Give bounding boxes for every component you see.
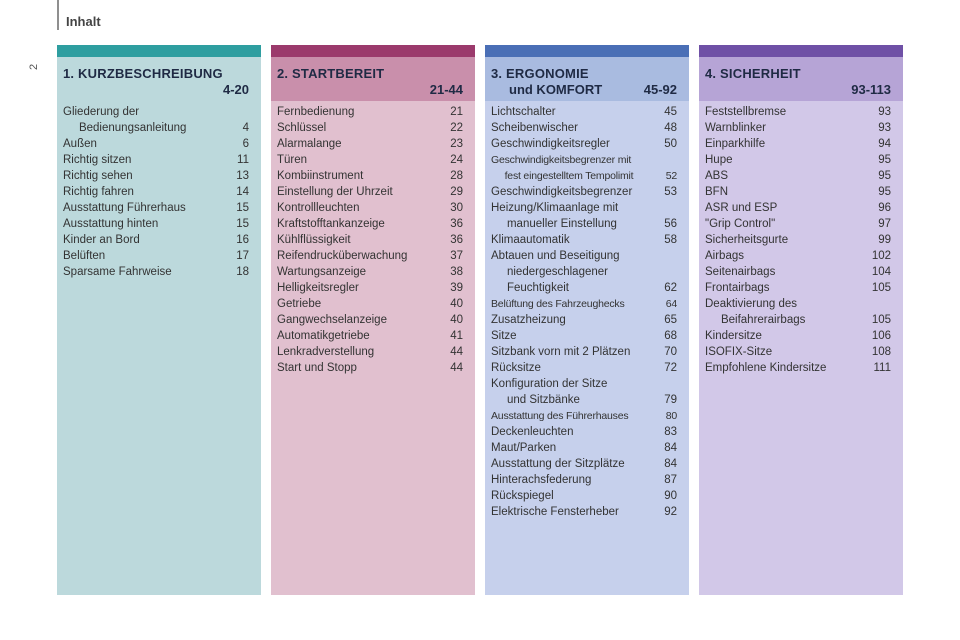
toc-entry-page: 64 [665, 298, 677, 310]
toc-entry-title: Wartungsanzeige [277, 266, 367, 278]
toc-entry-page: 95 [878, 170, 891, 182]
toc-entry[interactable] [491, 408, 677, 424]
section-body [271, 101, 475, 595]
toc-entry[interactable] [491, 120, 677, 136]
section-title: 1. KURZBESCHREIBUNG [63, 66, 223, 81]
toc-entry-page: 37 [450, 250, 463, 262]
toc-entry-page: 15 [236, 202, 249, 214]
toc-entry-title: Kontrollleuchten [277, 202, 360, 214]
toc-entry[interactable] [491, 424, 677, 440]
toc-entry-title: Hupe [705, 154, 733, 166]
toc-entry-page: 52 [665, 170, 677, 182]
section-page-range: 21-44 [429, 82, 463, 97]
toc-entry-title: Einparkhilfe [705, 138, 766, 150]
toc-entry[interactable] [491, 184, 677, 200]
toc-entry[interactable] [277, 184, 463, 200]
toc-entry-page: 87 [664, 474, 677, 486]
toc-entry[interactable] [491, 440, 677, 456]
toc-entry-title: Geschwindigkeitsregler [491, 138, 610, 150]
toc-entry-title: Deckenleuchten [491, 426, 574, 438]
toc-entry-title: Rückspiegel [491, 490, 554, 502]
toc-entry[interactable] [705, 248, 891, 264]
section-page-range: 93-113 [851, 82, 891, 97]
page-number: 2 [28, 63, 40, 70]
toc-entry[interactable] [705, 232, 891, 248]
toc-entry-title: Geschwindigkeitsbegrenzer mit [491, 154, 632, 166]
toc-entry[interactable] [277, 344, 463, 360]
toc-entry[interactable] [63, 168, 249, 184]
section-color-bar [485, 45, 689, 57]
toc-entry-page: 95 [878, 154, 891, 166]
toc-entry-title: Maut/Parken [491, 442, 557, 454]
toc-entry-title: Richtig sehen [63, 170, 133, 182]
toc-entry-title: Richtig fahren [63, 186, 134, 198]
toc-entry-title: Gliederung der [63, 106, 140, 118]
toc-entry-title: Sparsame Fahrweise [63, 266, 172, 278]
toc-entry[interactable] [491, 168, 677, 184]
toc-entry-title: Gangwechselanzeige [277, 314, 387, 326]
toc-entry[interactable] [491, 312, 677, 328]
toc-entry[interactable] [277, 248, 463, 264]
toc-entry [491, 200, 677, 216]
section-startbereit [271, 45, 475, 595]
toc-entry[interactable] [491, 328, 677, 344]
toc-entry[interactable] [491, 456, 677, 472]
toc-entry[interactable] [705, 104, 891, 120]
toc-entry-title: Schlüssel [277, 122, 327, 134]
toc-entry-title: Feststellbremse [705, 106, 787, 118]
toc-entry[interactable] [705, 152, 891, 168]
toc-entry-title: Belüften [63, 250, 106, 262]
toc-entry-title: Feuchtigkeit [491, 282, 569, 294]
section-body [699, 101, 903, 595]
page-title: Inhalt [66, 14, 101, 29]
toc-entry[interactable] [705, 360, 891, 376]
toc-entry-title: ABS [705, 170, 729, 182]
toc-entry[interactable] [491, 136, 677, 152]
toc-entry-title: Hinterachsfederung [491, 474, 592, 486]
toc-entry[interactable] [705, 120, 891, 136]
toc-entry-title: ISOFIX-Sitze [705, 346, 773, 358]
toc-entry[interactable] [705, 328, 891, 344]
toc-entry[interactable] [491, 344, 677, 360]
toc-entry-title: Alarmalange [277, 138, 342, 150]
toc-entry-page: 90 [664, 490, 677, 502]
toc-entry-page: 16 [236, 234, 249, 246]
toc-entry[interactable] [63, 184, 249, 200]
section-header[interactable] [57, 57, 261, 101]
toc-entry-page: 44 [450, 362, 463, 374]
toc-entry[interactable] [277, 136, 463, 152]
section-title: 3. ERGONOMIE [491, 66, 589, 81]
toc-entry[interactable] [277, 200, 463, 216]
section-page-range: 45-92 [643, 82, 677, 97]
toc-entry-title: Lichtschalter [491, 106, 556, 118]
toc-list [271, 101, 475, 376]
toc-entry-page: 38 [450, 266, 463, 278]
toc-entry[interactable] [491, 472, 677, 488]
toc-entry[interactable] [277, 312, 463, 328]
toc-entry-page: 84 [664, 442, 677, 454]
section-title: 4. SICHERHEIT [705, 66, 801, 81]
toc-entry[interactable] [63, 136, 249, 152]
toc-entry-page: 105 [871, 314, 891, 326]
section-color-bar [699, 45, 903, 57]
toc-entry-title: ASR und ESP [705, 202, 778, 214]
toc-entry-title: Ausstattung Führerhaus [63, 202, 186, 214]
toc-entry-title: Frontairbags [705, 282, 770, 294]
toc-entry-page: 14 [236, 186, 249, 198]
toc-entry[interactable] [63, 216, 249, 232]
toc-entry-title: Airbags [705, 250, 744, 262]
toc-entry[interactable] [705, 216, 891, 232]
toc-entry-title: Automatikgetriebe [277, 330, 370, 342]
toc-entry[interactable] [705, 200, 891, 216]
toc-entry-title: Rücksitze [491, 362, 541, 374]
toc-entry[interactable] [277, 360, 463, 376]
toc-entry-title: Helligkeitsregler [277, 282, 359, 294]
section-header[interactable] [485, 57, 689, 101]
toc-entry-title: Kindersitze [705, 330, 762, 342]
toc-entry-title: Heizung/Klimaanlage mit [491, 202, 619, 214]
toc-entry-page: 6 [242, 138, 249, 150]
toc-list [699, 101, 903, 376]
toc-entry [491, 248, 677, 264]
section-body [57, 101, 261, 595]
toc-entry-page: 23 [450, 138, 463, 150]
toc-entry-page: 11 [237, 154, 249, 166]
toc-entry-title: Kombiinstrument [277, 170, 364, 182]
toc-entry-title: Sicherheitsgurte [705, 234, 789, 246]
toc-entry-page: 58 [664, 234, 677, 246]
toc-entry-page: 79 [664, 394, 677, 406]
section-header[interactable] [271, 57, 475, 101]
toc-entry-page: 80 [665, 410, 677, 422]
toc-entry-page: 102 [871, 250, 891, 262]
toc-entry-title: Fernbedienung [277, 106, 355, 118]
toc-entry[interactable] [63, 152, 249, 168]
toc-entry[interactable] [277, 328, 463, 344]
toc-entry[interactable] [63, 120, 249, 136]
toc-entry-title: Scheibenwischer [491, 122, 578, 134]
toc-entry-page: 36 [450, 218, 463, 230]
toc-entry-page: 95 [878, 186, 891, 198]
toc-entry-page: 94 [878, 138, 891, 150]
section-title: 2. STARTBEREIT [277, 66, 385, 81]
toc-entry-title: fest eingestelltem Tempolimit [491, 170, 634, 182]
toc-entry-page: 44 [450, 346, 463, 358]
toc-entry-page: 22 [450, 122, 463, 134]
toc-entry[interactable] [705, 184, 891, 200]
toc-entry-title: Warnblinker [705, 122, 766, 134]
toc-entry-title: Belüftung des Fahrzeughecks [491, 298, 625, 310]
toc-entry-title: Start und Stopp [277, 362, 357, 374]
section-title-line2: und KOMFORT [509, 82, 603, 97]
toc-entry-page: 45 [664, 106, 677, 118]
toc-entry [491, 152, 677, 168]
toc-entry-title: Konfiguration der Sitze [491, 378, 608, 390]
toc-entry[interactable] [705, 344, 891, 360]
toc-entry-page: 99 [878, 234, 891, 246]
toc-entry [63, 104, 249, 120]
toc-entry[interactable] [705, 280, 891, 296]
toc-entry-page: 62 [664, 282, 677, 294]
toc-entry-title: Sitzbank vorn mit 2 Plätzen [491, 346, 631, 358]
toc-entry-title: Klimaautomatik [491, 234, 570, 246]
toc-entry-title: Deaktivierung des [705, 298, 798, 310]
toc-entry[interactable] [277, 152, 463, 168]
section-page-range: 4-20 [222, 82, 249, 97]
toc-entry[interactable] [277, 120, 463, 136]
section-header[interactable] [699, 57, 903, 101]
toc-entry-page: 28 [450, 170, 463, 182]
toc-entry[interactable] [277, 216, 463, 232]
toc-entry-page: 96 [878, 202, 891, 214]
toc-entry-title: Reifendrucküberwachung [277, 250, 408, 262]
toc-entry-title: Kühlflüssigkeit [277, 234, 351, 246]
toc-entry[interactable] [491, 488, 677, 504]
toc-entry-title: Seitenairbags [705, 266, 776, 278]
toc-entry-page: 108 [871, 346, 891, 358]
toc-entry-page: 65 [664, 314, 677, 326]
toc-entry-title: niedergeschlagener [491, 266, 608, 278]
section-color-bar [271, 45, 475, 57]
toc-entry-title: Einstellung der Uhrzeit [277, 186, 393, 198]
toc-entry-page: 30 [450, 202, 463, 214]
section-body [485, 101, 689, 595]
toc-entry[interactable] [63, 200, 249, 216]
toc-entry-title: Abtauen und Beseitigung [491, 250, 620, 262]
toc-entry[interactable] [705, 136, 891, 152]
toc-entry-title: Geschwindigkeitsbegrenzer [491, 186, 633, 198]
toc-entry-title: Lenkradverstellung [277, 346, 375, 358]
toc-entry[interactable] [705, 264, 891, 280]
section-ergonomie-komfort [485, 45, 689, 595]
toc-entry-title: Bedienungsanleitung [63, 122, 187, 134]
toc-entry[interactable] [277, 104, 463, 120]
toc-entry[interactable] [63, 248, 249, 264]
toc-entry-page: 24 [450, 154, 463, 166]
toc-entry-title: Elektrische Fensterheber [491, 506, 619, 518]
toc-entry-title: und Sitzbänke [491, 394, 580, 406]
toc-entry-title: "Grip Control" [705, 218, 776, 230]
toc-entry-title: Türen [277, 154, 308, 166]
toc-list [485, 101, 689, 520]
toc-entry-page: 72 [664, 362, 677, 374]
toc-entry-page: 111 [873, 362, 891, 374]
toc-entry-page: 13 [236, 170, 249, 182]
toc-entry-page: 50 [664, 138, 677, 150]
toc-entry-title: BFN [705, 186, 728, 198]
toc-entry[interactable] [491, 392, 677, 408]
section-sicherheit [699, 45, 903, 595]
toc-entry[interactable] [63, 264, 249, 280]
toc-entry-page: 40 [450, 298, 463, 310]
left-margin-rule [57, 0, 59, 30]
toc-entry[interactable] [63, 232, 249, 248]
toc-entry-title: Außen [63, 138, 97, 150]
toc-list [57, 101, 261, 280]
toc-entry[interactable] [491, 232, 677, 248]
toc-entry-page: 105 [871, 282, 891, 294]
toc-entry-page: 21 [450, 106, 463, 118]
toc-entry-page: 97 [878, 218, 891, 230]
toc-entry-title: Richtig sitzen [63, 154, 132, 166]
toc-entry-page: 83 [664, 426, 677, 438]
toc-entry-page: 36 [450, 234, 463, 246]
toc-entry[interactable] [491, 216, 677, 232]
toc-entry[interactable] [277, 264, 463, 280]
toc-entry [491, 376, 677, 392]
toc-entry-page: 93 [878, 122, 891, 134]
toc-entry-title: Empfohlene Kindersitze [705, 362, 827, 374]
toc-entry-title: Ausstattung der Sitzplätze [491, 458, 625, 470]
toc-entry [491, 264, 677, 280]
toc-entry-page: 84 [664, 458, 677, 470]
toc-entry-page: 17 [236, 250, 249, 262]
toc-entry-page: 92 [664, 506, 677, 518]
toc-entry [705, 296, 891, 312]
toc-entry-page: 106 [871, 330, 891, 342]
section-color-bar [57, 45, 261, 57]
toc-entry-page: 18 [236, 266, 249, 278]
toc-entry-title: Zusatzheizung [491, 314, 566, 326]
toc-entry-page: 39 [450, 282, 463, 294]
toc-entry-page: 29 [450, 186, 463, 198]
toc-entry-page: 4 [242, 122, 249, 134]
toc-entry-page: 93 [878, 106, 891, 118]
toc-entry[interactable] [277, 296, 463, 312]
toc-entry-title: Ausstattung des Führerhauses [491, 410, 629, 422]
toc-entry-page: 68 [664, 330, 677, 342]
toc-entry-title: Kraftstofftankanzeige [277, 218, 385, 230]
section-kurzbeschreibung [57, 45, 261, 595]
toc-entry[interactable] [705, 168, 891, 184]
toc-entry-page: 56 [664, 218, 677, 230]
toc-entry-title: Ausstattung hinten [63, 218, 159, 230]
toc-entry[interactable] [491, 296, 677, 312]
toc-entry-title: Beifahrerairbags [705, 314, 806, 326]
toc-entry[interactable] [491, 360, 677, 376]
toc-entry-page: 48 [664, 122, 677, 134]
toc-entry[interactable] [491, 280, 677, 296]
toc-entry[interactable] [277, 168, 463, 184]
toc-entry[interactable] [705, 312, 891, 328]
toc-entry-page: 15 [236, 218, 249, 230]
toc-entry[interactable] [277, 280, 463, 296]
toc-entry-title: manueller Einstellung [491, 218, 617, 230]
toc-entry-page: 53 [664, 186, 677, 198]
toc-entry-title: Getriebe [277, 298, 322, 310]
toc-entry[interactable] [491, 504, 677, 520]
toc-entry[interactable] [491, 104, 677, 120]
toc-entry-page: 104 [871, 266, 891, 278]
toc-entry-title: Sitze [491, 330, 517, 342]
toc-entry-page: 41 [450, 330, 463, 342]
toc-entry-page: 40 [450, 314, 463, 326]
toc-entry-title: Kinder an Bord [63, 234, 140, 246]
toc-entry[interactable] [277, 232, 463, 248]
toc-entry-page: 70 [664, 346, 677, 358]
